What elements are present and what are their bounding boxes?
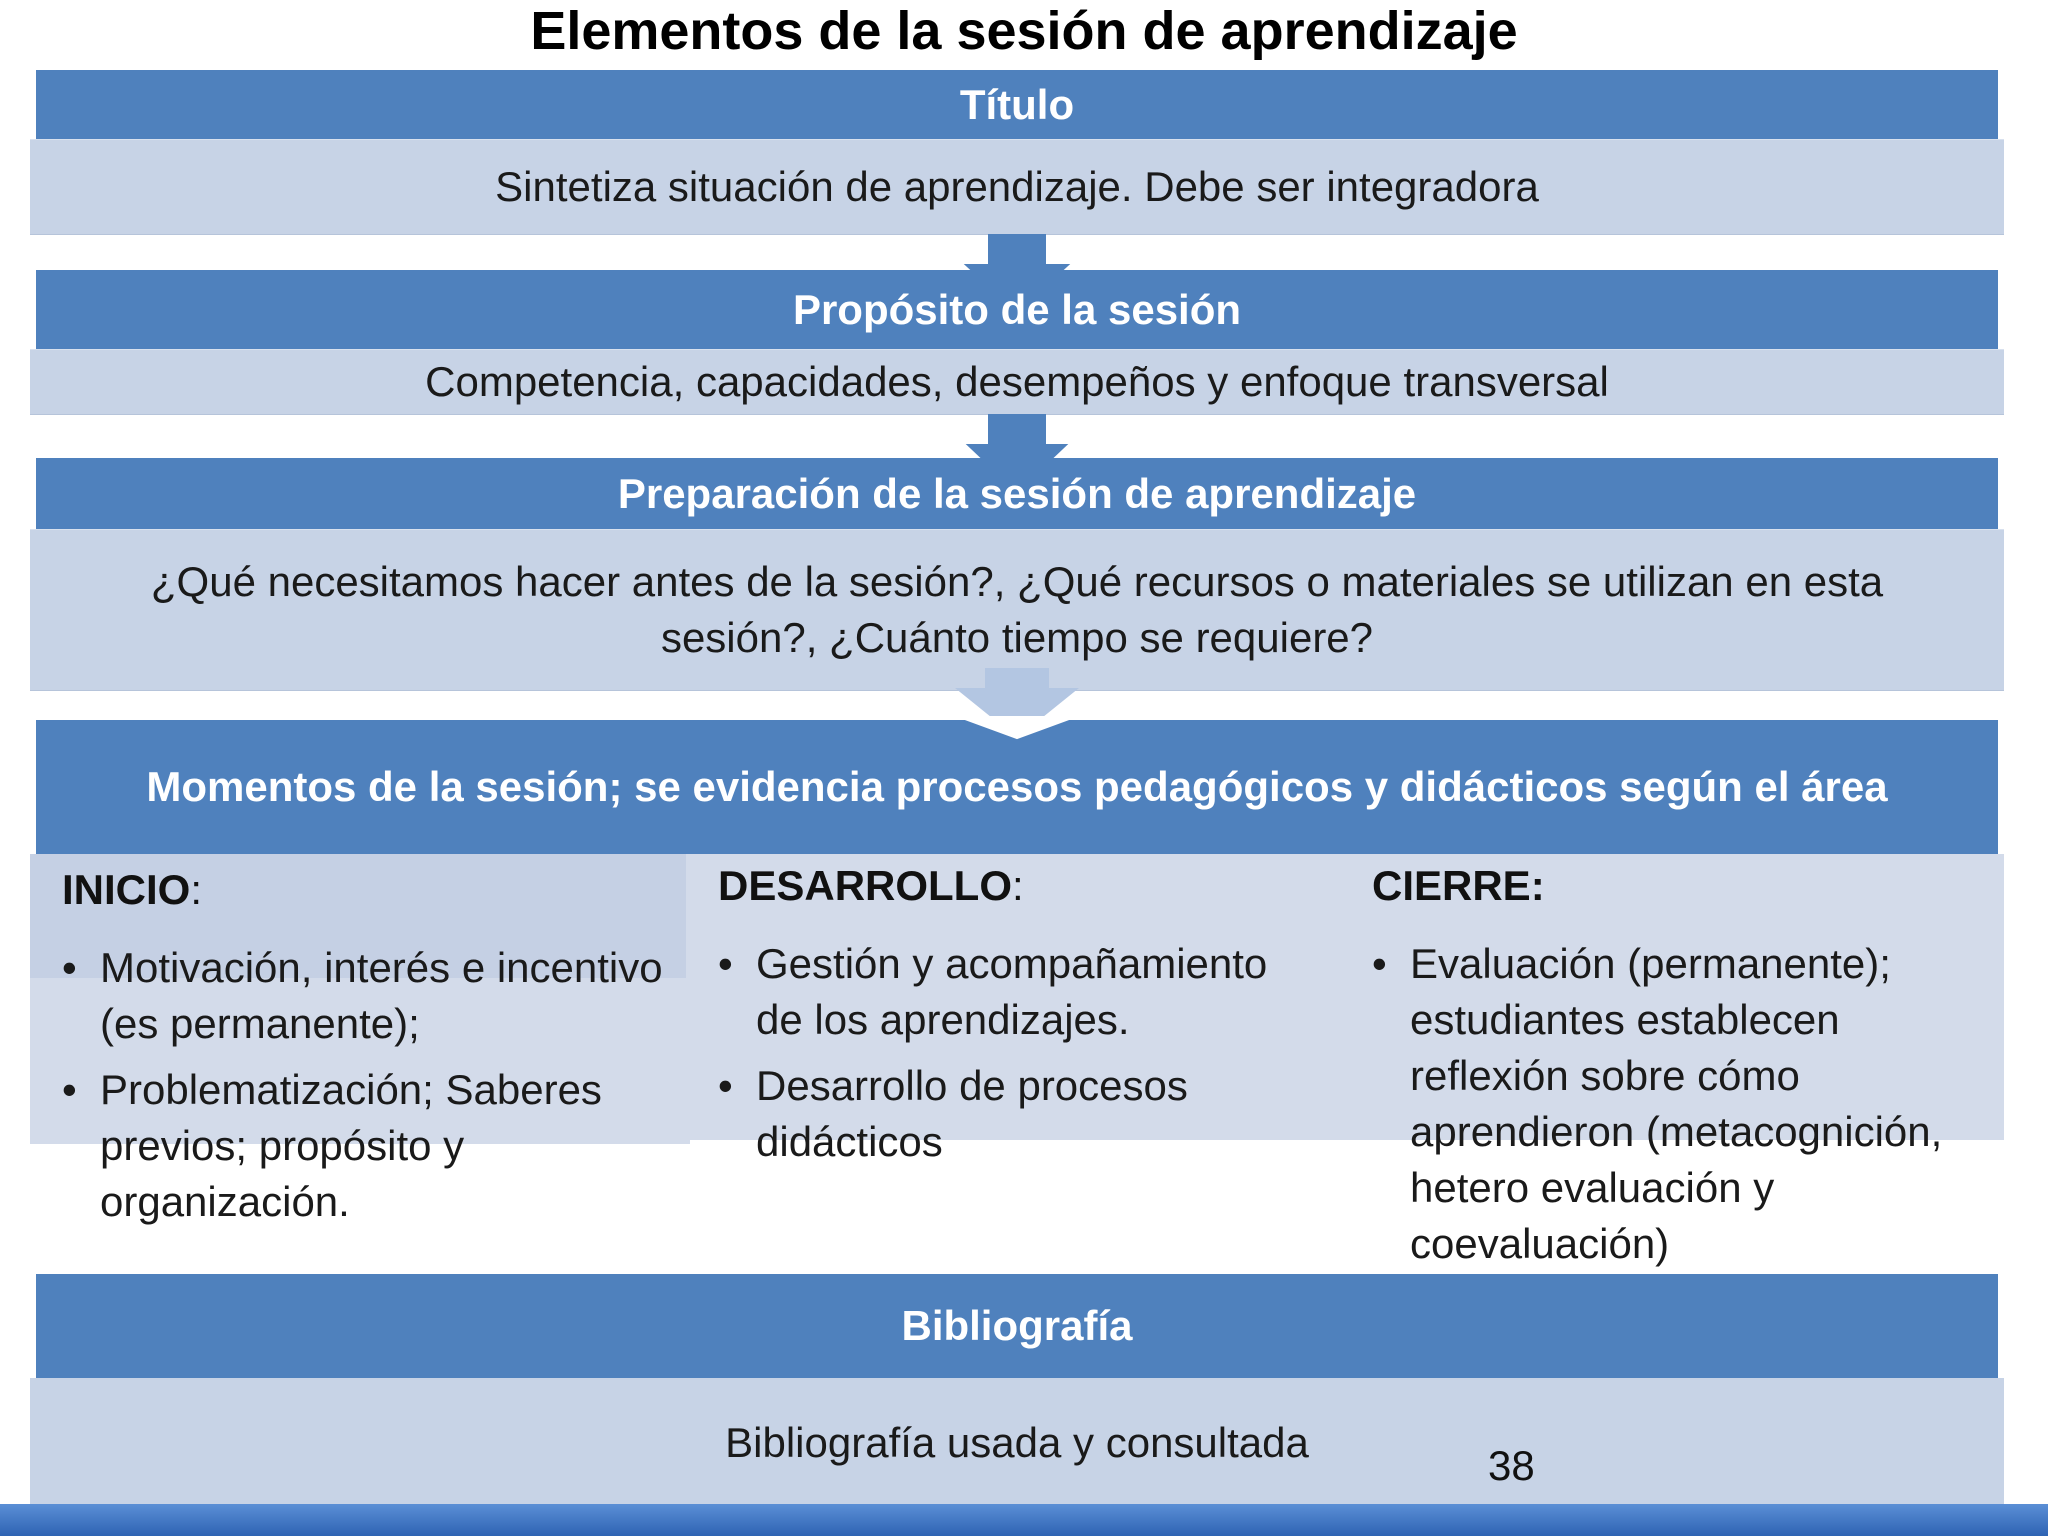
desarrollo-title-colon: :: [1012, 862, 1024, 909]
bibliografia-header: Bibliografía: [36, 1274, 1998, 1378]
desarrollo-title: [718, 862, 1318, 910]
momentos-header: Momentos de la sesión; se evidencia procesos pedagógicos y didácticos según el área: [36, 720, 1998, 854]
desarrollo-list: [718, 936, 1318, 1170]
cierre-title: CIERRE:: [1372, 862, 1545, 909]
bibliografia-body: Bibliografía usada y consultada: [725, 1419, 1309, 1466]
desarrollo-item-2: • Desarrollo de procesos didácticos: [718, 1058, 1318, 1170]
desarrollo-column: [718, 862, 1318, 1180]
inicio-column: [62, 866, 682, 1240]
inicio-title-text: INICIO: [62, 866, 191, 913]
inicio-title-colon: :: [190, 866, 203, 913]
titulo-header: Título: [36, 70, 1998, 140]
inicio-list: [62, 940, 682, 1230]
desarrollo-item-1: • Gestión y acompañamiento de los aprendizajes.: [718, 936, 1318, 1048]
proposito-body: Competencia, capacidades, desempeños y enfoque transversal: [30, 350, 2004, 414]
preparacion-header: Preparación de la sesión de aprendizaje: [36, 458, 1998, 530]
bottom-bar: [0, 1504, 2048, 1536]
titulo-body: Sintetiza situación de aprendizaje. Debe ser integradora: [30, 140, 2004, 234]
slide-title: Elementos de la sesión de aprendizaje: [530, 1, 1518, 61]
page-number: 38: [1488, 1442, 1535, 1489]
proposito-header: Propósito de la sesión: [36, 270, 1998, 350]
cierre-column: [1372, 862, 1992, 1282]
inicio-item-1: • Motivación, interés e incentivo (es permanente);: [62, 940, 682, 1052]
desarrollo-title-text: DESARROLLO: [718, 862, 1012, 909]
momentos-notch: [957, 716, 1077, 740]
preparacion-body: ¿Qué necesitamos hacer antes de la sesión?, ¿Qué recursos o materiales se utilizan en esta sesión?, ¿Cuánto tiempo se requiere?: [30, 530, 2004, 690]
cierre-item-1: • Evaluación (permanente); estudiantes establecen reflexión sobre cómo aprendieron (metacognición, hetero evaluación y coevaluación): [1372, 936, 1992, 1272]
inicio-title: [62, 866, 682, 914]
inicio-item-2: • Problematización; Saberes previos; propósito y organización.: [62, 1062, 682, 1230]
cierre-list: [1372, 936, 1992, 1272]
